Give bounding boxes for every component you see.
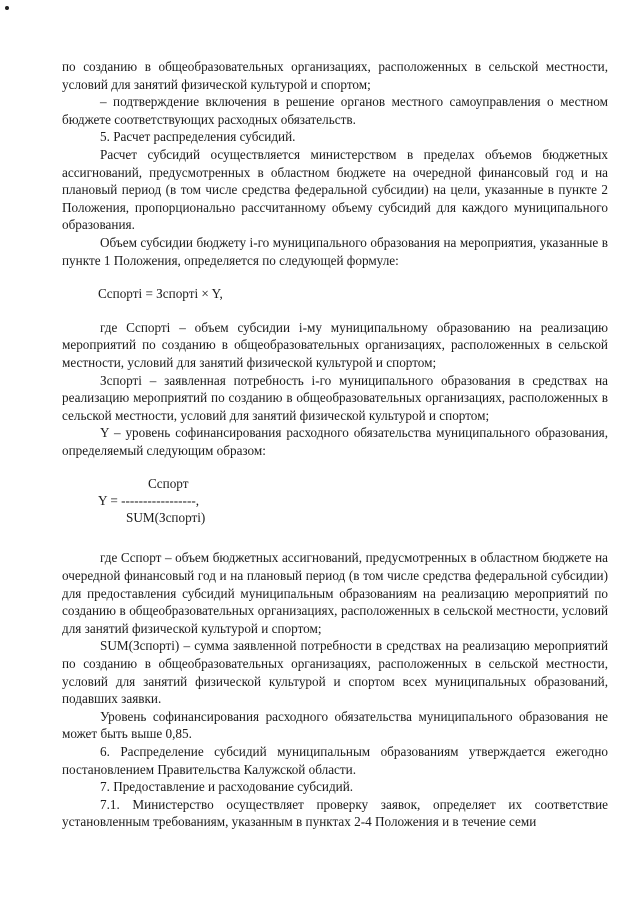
- paragraph: SUM(Зспортi) – сумма заявленной потребности в средствах на реализацию мероприятий по созданию в общеобразовательных организациях, расположенных в сельской местности, условий для занятий физической культурой и спортом всех муниципальных образований, подавших заявки.: [62, 638, 608, 707]
- scan-mark: [5, 6, 9, 10]
- section-heading: 7. Предоставление и расходование субсидий.: [100, 779, 354, 795]
- paragraph: – подтверждение включения в решение органов местного самоуправления о местном бюджете соответствующих расходных обязательств.: [62, 94, 608, 127]
- formula: Cспортi = Зспортi × Y,: [98, 286, 223, 302]
- section-heading: 6. Распределение субсидий муниципальным образованиям утверждается ежегодно постановлением Правительства Калужской области.: [62, 744, 608, 777]
- paragraph: 7.1. Министерство осуществляет проверку заявок, определяет их соответствие установленным требованиям, указанным в пунктах 2-4 Положения и в течение семи: [62, 796, 608, 830]
- paragraph: Y – уровень софинансирования расходного обязательства муниципального образования, определяемый следующим образом:: [62, 425, 608, 458]
- document-page: [62, 58, 608, 831]
- paragraph: Объем субсидии бюджету i-го муниципального образования на мероприятия, указанные в пункте 1 Положения, определяется по следующей формуле:: [62, 234, 608, 268]
- fraction-line: Y = -----------------,: [98, 493, 200, 509]
- paragraph: где Cспорт – объем бюджетных ассигнований, предусмотренных в областном бюджете на очередной финансовый год и на плановый период (в том числе средства федеральной субсидии) для предоставления субсидий муниципальным образованиям на реализацию мероприятий по созданию в общеобразовательных организациях, расположенных в сельской местности, условий для занятий физической культурой и спортом;: [62, 550, 608, 636]
- fraction-denominator: SUM(Зспортi): [126, 510, 206, 526]
- fraction-numerator: Cспорт: [148, 476, 189, 492]
- section-heading: 5. Расчет распределения субсидий.: [100, 129, 296, 145]
- paragraph: Зспортi – заявленная потребность i-го муниципального образования в средствах на реализацию мероприятий по созданию в общеобразовательных организациях, расположенных в сельской местности, условий для занятий физической культурой и спортом;: [62, 372, 608, 423]
- fraction-formula: [62, 475, 608, 533]
- paragraph: где Cспортi – объем субсидии i-му муниципальному образованию на реализацию мероприятий по созданию в общеобразовательных организациях, расположенных в сельской местности, условий для занятий физической культурой и спортом;: [62, 319, 608, 370]
- paragraph: по созданию в общеобразовательных организациях, расположенных в сельской местности, условий для занятий физической культурой и спортом;: [62, 59, 608, 92]
- paragraph: Расчет субсидий осуществляется министерством в пределах объемов бюджетных ассигнований, предусмотренных в областном бюджете на очередной финансовый год и на плановый период (в том числе средства федеральной субсидии) на цели, указанные в пункте 2 Положения, пропорционально рассчитанному объему субсидий для каждого муниципального образования.: [62, 146, 608, 233]
- paragraph: Уровень софинансирования расходного обязательства муниципального образования не может быть выше 0,85.: [62, 708, 608, 742]
